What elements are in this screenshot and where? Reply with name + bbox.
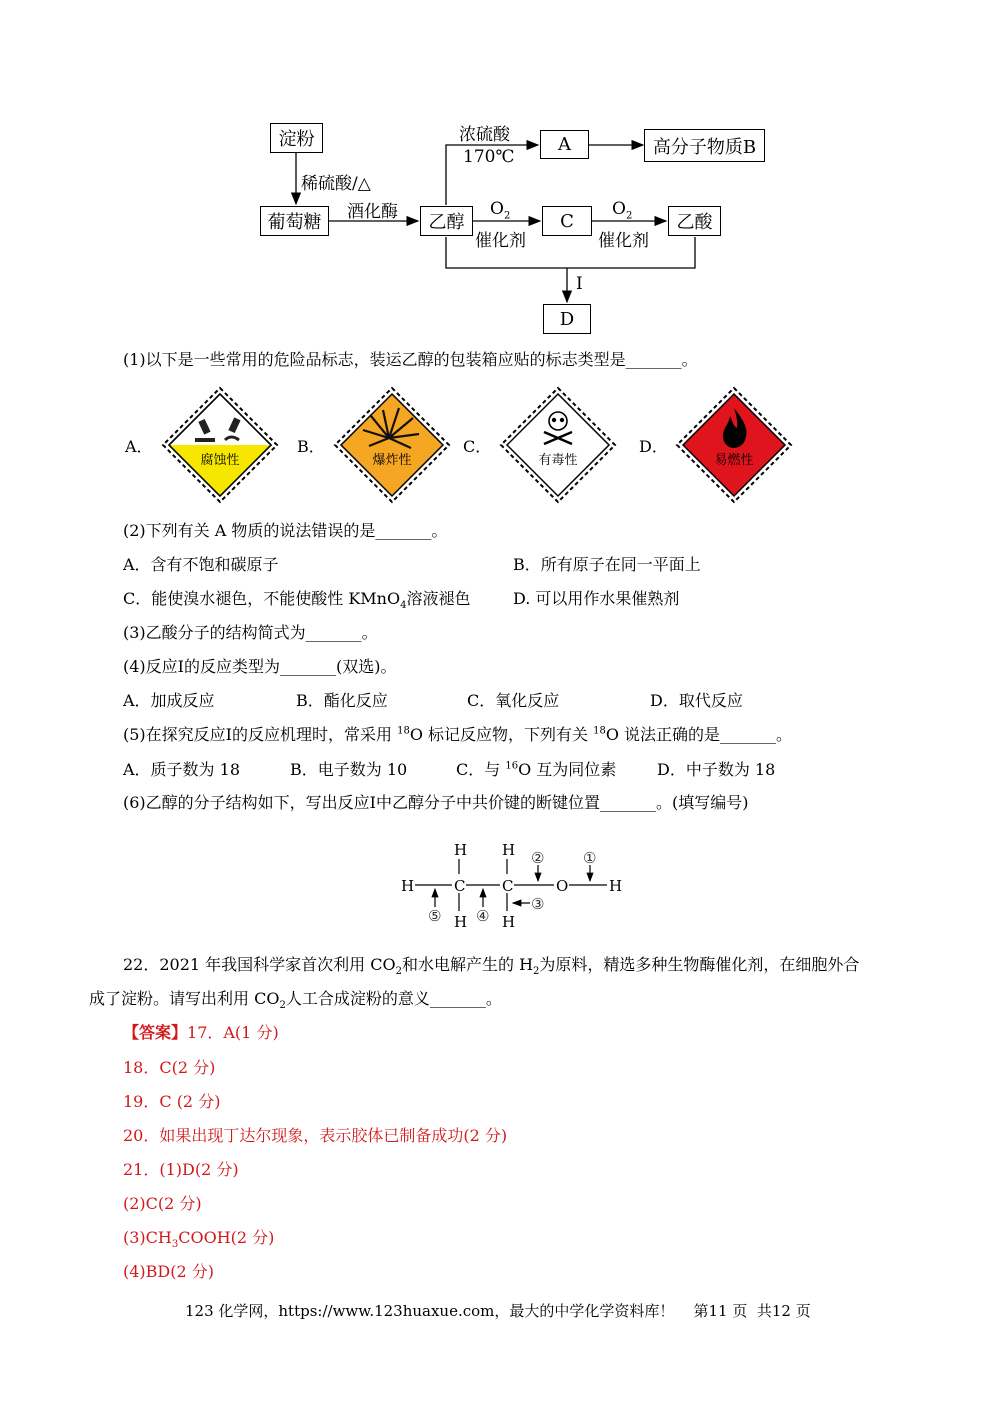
- cond-conc-acid: 浓硫酸: [459, 125, 510, 145]
- node-c: C: [542, 206, 592, 236]
- cond-temp: 170℃: [463, 147, 515, 167]
- svg-text:H: H: [502, 913, 516, 931]
- answer-17: 【答案】17．A(1 分): [123, 1023, 279, 1042]
- ethanol-structure-diagram: [395, 835, 635, 935]
- cond-o2-first: $O_2$: [490, 199, 511, 222]
- option-d-letter: D．: [639, 437, 668, 456]
- answer-21-3: $(3)CH_3COOH(2$ 分): [123, 1228, 275, 1251]
- cond-reaction-i: I: [576, 274, 583, 294]
- svg-text:H: H: [401, 877, 415, 895]
- toxic-label: 有毒性: [538, 453, 578, 468]
- node-d: D: [543, 304, 591, 334]
- node-acetic-acid: 乙酸: [668, 206, 721, 236]
- q2-option-d: D. 可以用作水果催熟剂: [513, 589, 680, 608]
- q5-option-a: A．质子数为 18: [123, 760, 241, 779]
- question-2-text: (2)下列有关 A 物质的说法错误的是_______。: [123, 521, 448, 540]
- svg-text:H: H: [454, 913, 468, 931]
- corrosive-sign-icon: [161, 386, 279, 504]
- cond-hydrolysis: 稀硫酸/△: [301, 174, 371, 194]
- corrosive-label: 腐蚀性: [200, 453, 240, 468]
- svg-text:①: ①: [583, 849, 597, 867]
- toxic-sign-icon: [499, 386, 617, 504]
- answer-20: 20．如果出现丁达尔现象，表示胶体已制备成功(2 分): [123, 1126, 508, 1145]
- svg-text:②: ②: [531, 849, 545, 867]
- q2-option-c: C．能使溴水褪色，不能使酸性 KMnO$_4$溶液褪色: [123, 589, 471, 612]
- flow-connectors: [0, 0, 993, 340]
- q5-option-d: D．中子数为 18: [657, 760, 776, 779]
- q4-option-b: B．酯化反应: [296, 691, 388, 710]
- explosive-label: 爆炸性: [372, 453, 412, 468]
- page-footer: 123 化学网，https://www.123huaxue.com，最大的中学化学资料库！ 第11 页 共12 页: [185, 1302, 811, 1320]
- question-3-text: (3)乙酸分子的结构简式为_______。: [123, 623, 378, 642]
- answer-21-1: 21．(1)D(2 分): [123, 1160, 239, 1179]
- cond-enzyme: 酒化酶: [347, 202, 398, 222]
- node-polymer-b: 高分子物质B: [644, 129, 765, 162]
- flammable-sign-icon: [675, 386, 793, 504]
- q4-option-d: D．取代反应: [650, 691, 743, 710]
- svg-text:H: H: [609, 877, 623, 895]
- cond-o2-second: $O_2$: [612, 199, 633, 222]
- node-glucose: 葡萄糖: [260, 206, 329, 236]
- question-22-line-2: 成了淀粉。请写出利用 $CO_2$人工合成淀粉的意义_______。: [89, 989, 502, 1012]
- option-b-letter: B．: [297, 437, 325, 456]
- flammable-label: 易燃性: [714, 453, 754, 468]
- cond-catalyst-first: 催化剂: [475, 231, 526, 251]
- question-4-text: (4)反应Ⅰ的反应类型为_______(双选)。: [123, 657, 397, 676]
- explosive-sign-icon: [333, 386, 451, 504]
- svg-text:C: C: [502, 877, 514, 895]
- q4-option-c: C．氧化反应: [467, 691, 560, 710]
- q5-option-b: B．电子数为 10: [290, 760, 408, 779]
- node-ethanol: 乙醇: [420, 206, 473, 236]
- question-22-line-1: 22．2021 年我国科学家首次利用 $CO_2$和水电解产生的 $H_2$为原料，精选多种生物酶催化剂，在细胞外合: [123, 955, 860, 978]
- svg-text:③: ③: [531, 895, 545, 913]
- answer-18: 18．C(2 分): [123, 1058, 216, 1077]
- svg-text:H: H: [454, 841, 468, 859]
- svg-text:O: O: [556, 877, 569, 895]
- cond-catalyst-second: 催化剂: [598, 231, 649, 251]
- option-c-letter: C．: [463, 437, 492, 456]
- question-5-text: (5)在探究反应Ⅰ的反应机理时，常采用 $^{18}$O 标记反应物，下列有关 $^{18}$O 说法正确的是_______。: [123, 725, 793, 744]
- q5-option-c: C．与 $^{16}$O 互为同位素: [456, 760, 617, 779]
- answer-21-2: (2)C(2 分): [123, 1194, 202, 1213]
- question-1-text: (1)以下是一些常用的危险品标志，装运乙醇的包装箱应贴的标志类型是_______。: [123, 350, 698, 369]
- q2-option-a: A．含有不饱和碳原子: [123, 555, 279, 574]
- answer-19: 19．C (2 分): [123, 1092, 221, 1111]
- answer-21-4: (4)BD(2 分): [123, 1262, 215, 1281]
- question-6-text: (6)乙醇的分子结构如下，写出反应Ⅰ中乙醇分子中共价键的断键位置_______。(填写编号): [123, 793, 749, 812]
- svg-text:C: C: [454, 877, 466, 895]
- q4-option-a: A．加成反应: [123, 691, 215, 710]
- option-a-letter: A．: [125, 437, 153, 456]
- node-starch: 淀粉: [270, 123, 323, 153]
- q2-option-b: B．所有原子在同一平面上: [513, 555, 701, 574]
- svg-text:H: H: [502, 841, 516, 859]
- svg-text:④: ④: [476, 907, 490, 925]
- node-a: A: [540, 130, 589, 159]
- svg-text:⑤: ⑤: [428, 907, 442, 925]
